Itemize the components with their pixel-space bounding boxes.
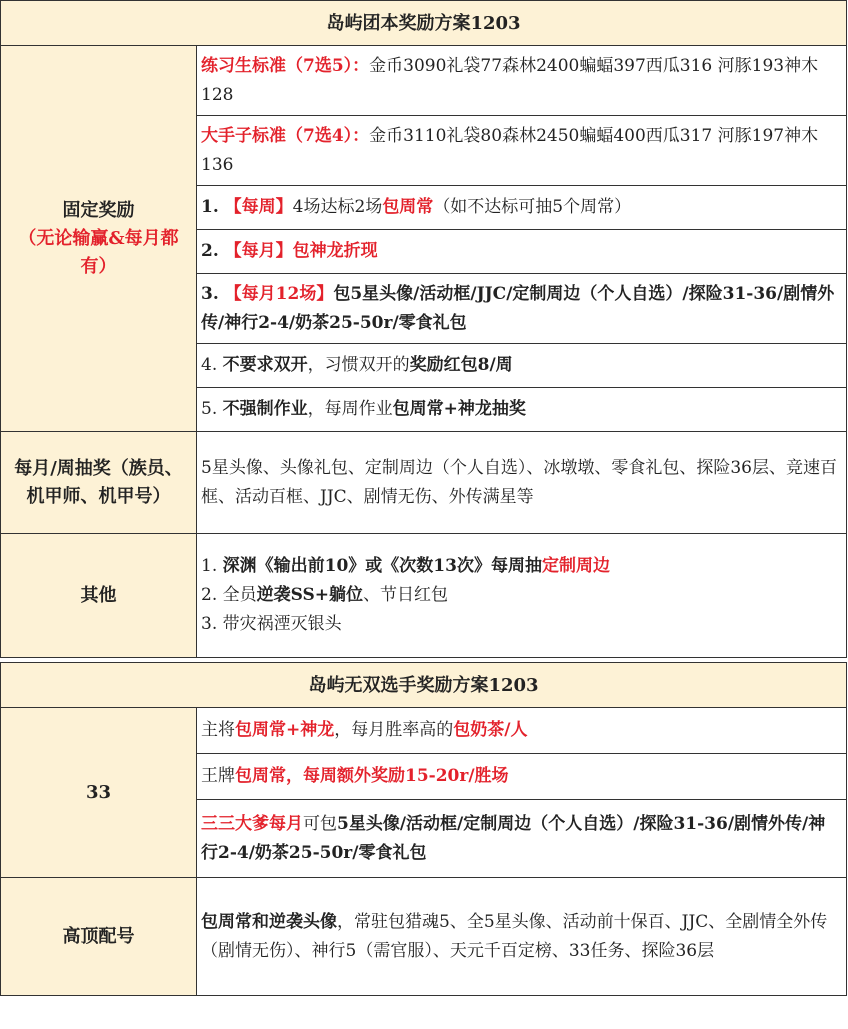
group-33-line-1: 主将包周常+神龙，每月胜率高的包奶茶/人 <box>197 708 847 754</box>
group-33-line-2: 王牌包周常，每周额外奖励15-20r/胜场 <box>197 754 847 800</box>
pro-standard: 大手子标准（7选4）：金币3110礼袋80森林2450蝙蝠400西瓜317 河豚197神木136 <box>197 116 847 186</box>
lottery-prizes: 5星头像、头像礼包、定制周边（个人自选）、冰墩墩、零食礼包、探险36层、竞速百框、活动百框、JJC、剧情无伤、外传满星等 <box>197 432 847 534</box>
fixed-reward-label: 固定奖励 <box>62 199 135 221</box>
other-rewards <box>197 534 847 658</box>
fixed-reward-category <box>1 46 197 432</box>
top-account-category: 高顶配号 <box>1 878 197 996</box>
plan2-title: 岛屿无双选手奖励方案1203 <box>1 663 847 708</box>
plan1-title: 岛屿团本奖励方案1203 <box>1 1 847 46</box>
other-line-3: 3. 带灾祸湮灭银头 <box>201 614 342 634</box>
fixed-rule-3: 3. 【每月12场】包5星头像/活动框/JJC/定制周边（个人自选）/探险31-36/剧情外传/神行2-4/奶茶25-50r/零食礼包 <box>197 274 847 344</box>
fixed-rule-5: 5. 不强制作业，每周作业包周常+神龙抽奖 <box>197 388 847 432</box>
fixed-reward-note: （无论输赢&每月都有） <box>18 227 179 277</box>
lottery-category: 每月/周抽奖（族员、机甲师、机甲号） <box>1 432 197 534</box>
group-33-category: 33 <box>1 708 197 878</box>
fixed-rule-2: 2. 【每月】包神龙折现 <box>197 230 847 274</box>
other-line-2: 2. 全员逆袭SS+躺位、节日红包 <box>201 585 449 605</box>
trainee-standard: 练习生标准（7选5）：金币3090礼袋77森林2400蝙蝠397西瓜316 河豚193神木128 <box>197 46 847 116</box>
other-line-1: 1. 深渊《输出前10》或《次数13次》每周抽定制周边 <box>201 556 610 576</box>
fixed-rule-4: 4. 不要求双开，习惯双开的奖励红包8/周 <box>197 344 847 388</box>
fixed-rule-1: 1. 【每周】4场达标2场包周常（如不达标可抽5个周常） <box>197 186 847 230</box>
other-category: 其他 <box>1 534 197 658</box>
top-account-rewards: 包周常和逆袭头像，常驻包猎魂5、全5星头像、活动前十保百、JJC、全剧情全外传（剧情无伤）、神行5（需官服）、天元千百定榜、33任务、探险36层 <box>197 878 847 996</box>
group-33-line-3: 三三大爹每月可包5星头像/活动框/定制周边（个人自选）/探险31-36/剧情外传/神行2-4/奶茶25-50r/零食礼包 <box>197 800 847 878</box>
